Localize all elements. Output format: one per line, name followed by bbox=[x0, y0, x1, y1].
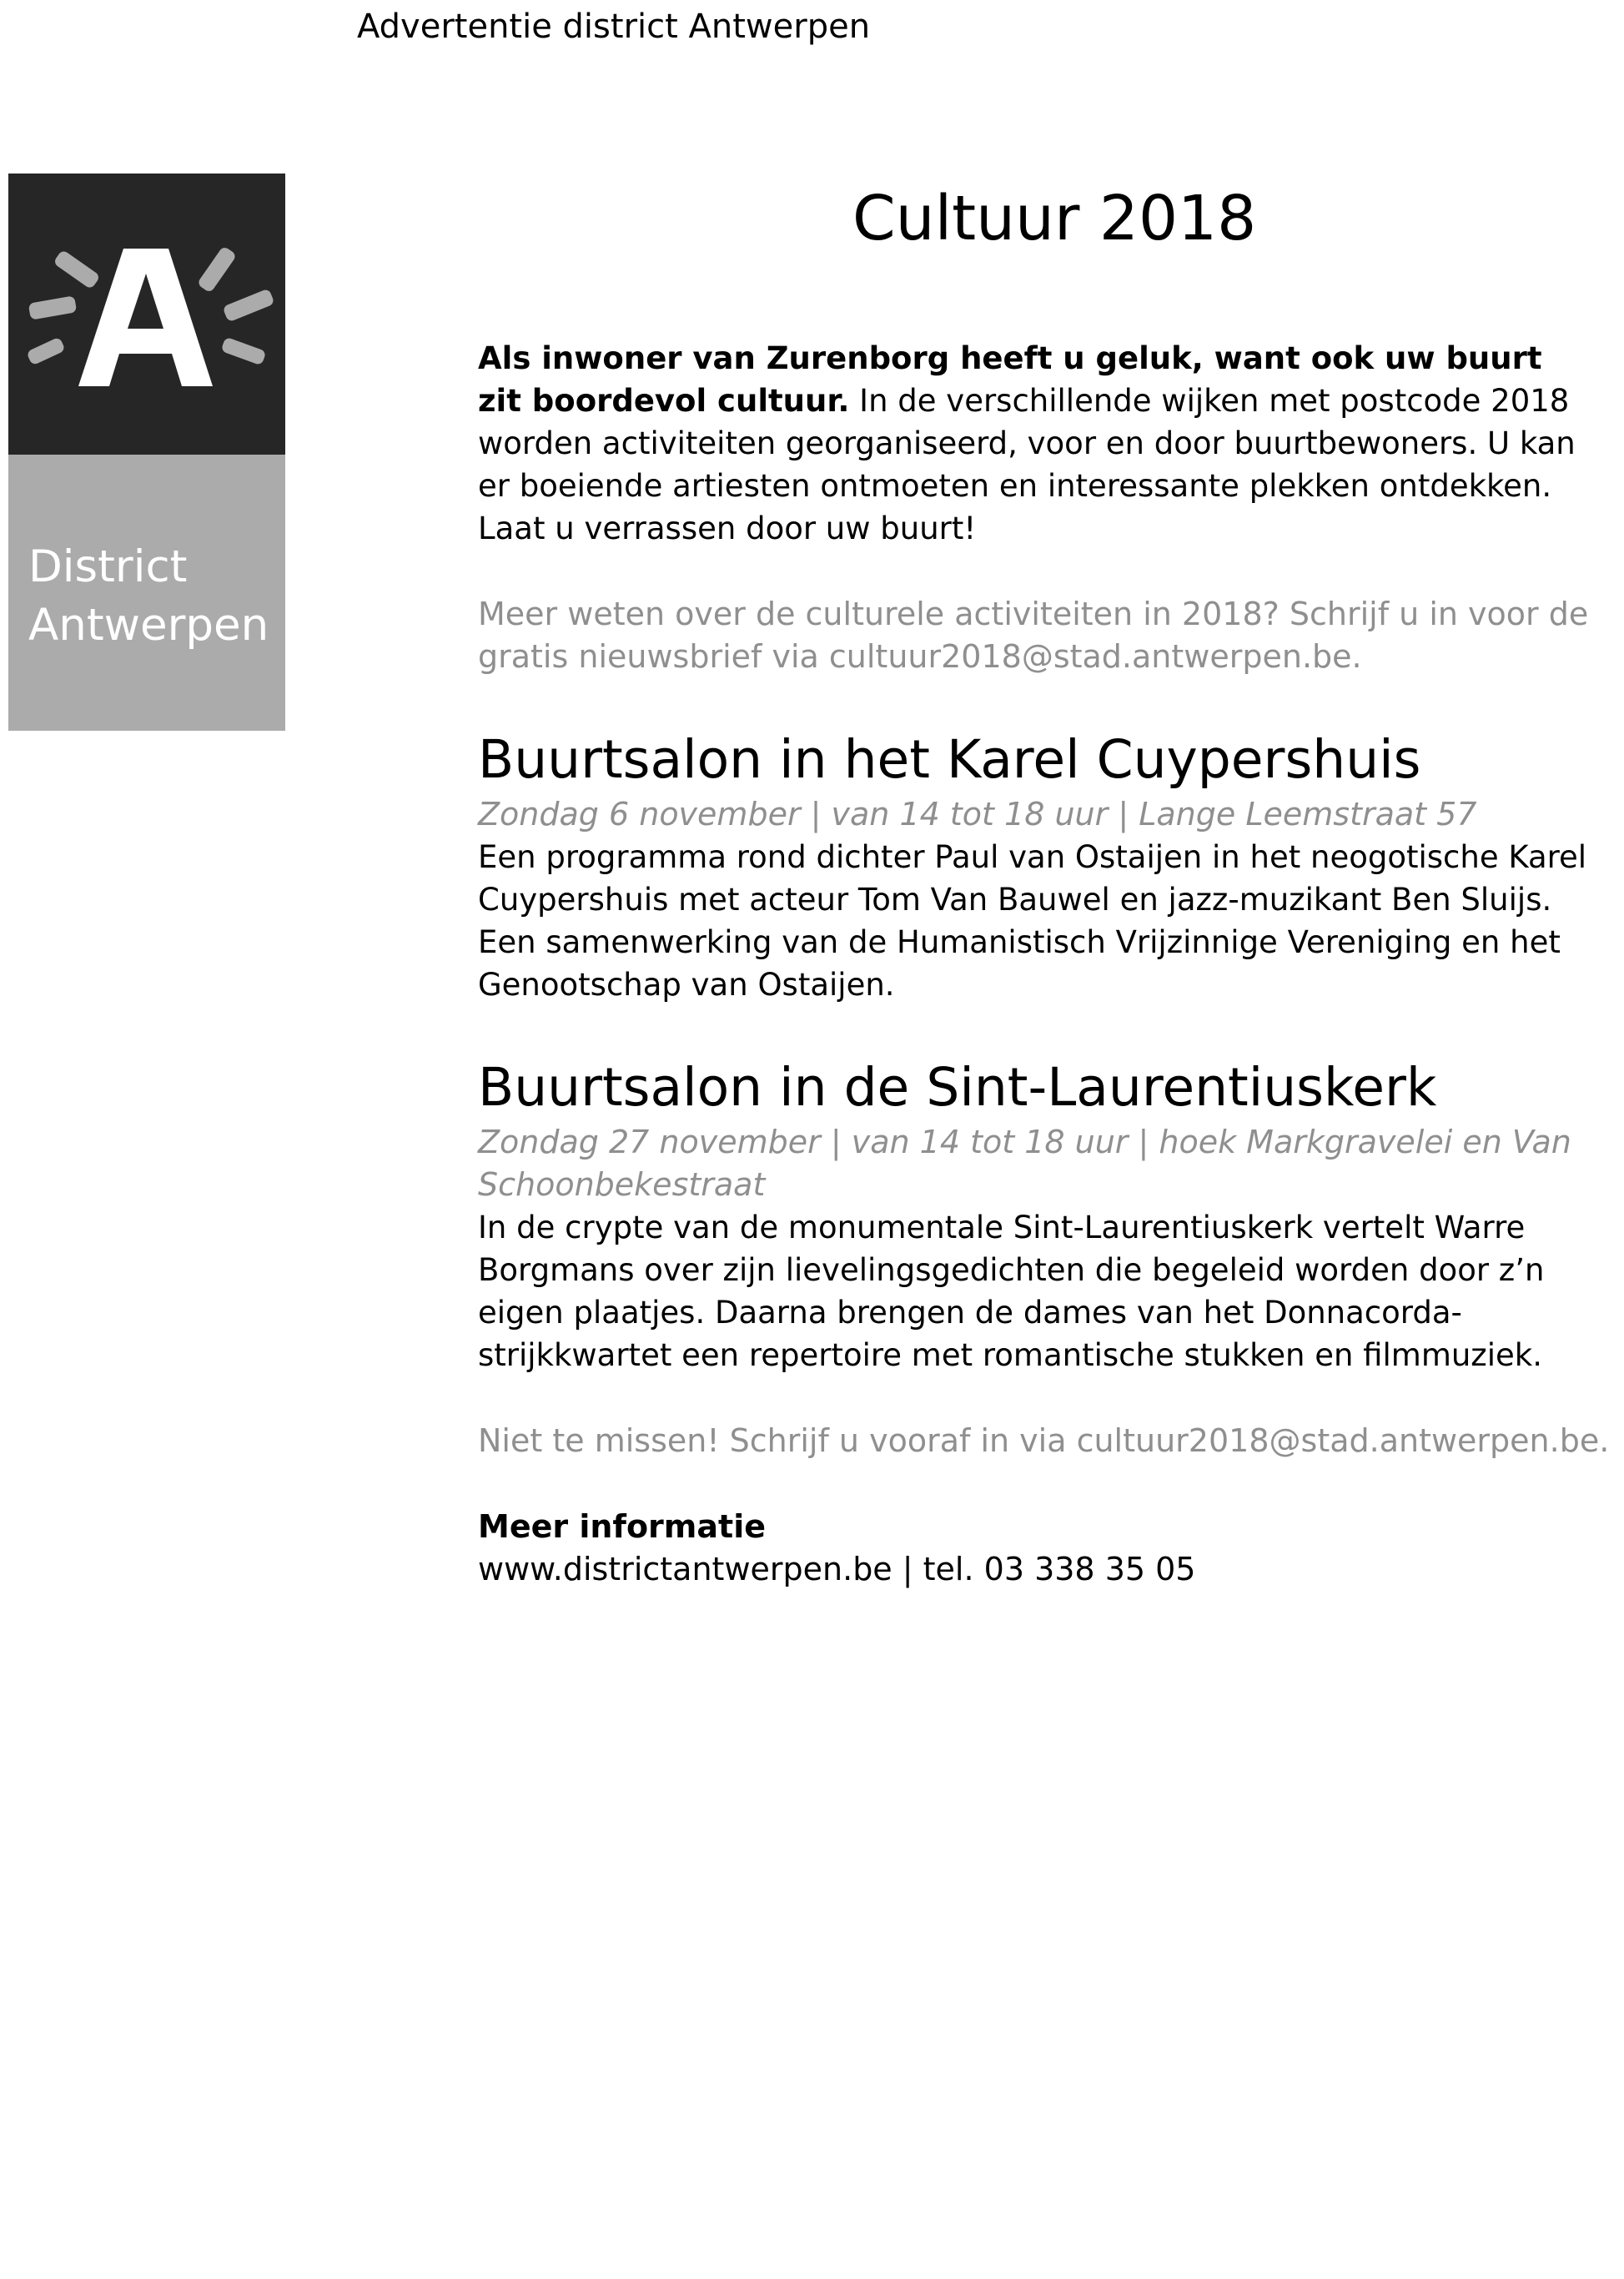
district-antwerpen-logo bbox=[8, 174, 285, 731]
more-info-heading: Meer informatie bbox=[478, 1508, 766, 1545]
intro-body-text: In de verschillende wijken met postcode 2018 worden activiteiten georganiseerd, voor en door buurtbewoners. U kan er boeiende artiesten ontmoeten en interessante plekken ontdekken. Laat u verrassen door uw buurt! bbox=[478, 383, 1576, 546]
event-description: Een programma rond dichter Paul van Ostaijen in het neogotische Karel Cuypershuis met acteur Tom Van Bauwel en jazz-muzikant Ben Sluijs. Een samenwerking van de Humanistisch Vrijzinnige Vereniging en het Genootschap van Ostaijen. bbox=[478, 839, 1587, 1003]
logo-line-district: District bbox=[28, 541, 188, 592]
advertisement-label: Advertentie district Antwerpen bbox=[357, 8, 871, 46]
event-sint-laurentiuskerk bbox=[478, 1054, 1596, 1376]
intro-bold-text: Als inwoner van Zurenborg heeft u geluk, want ook uw buurt zit boordevol cultuur. bbox=[478, 340, 1542, 419]
event-description: In de crypte van de monumentale Sint-Laurentiuskerk vertelt Warre Borgmans over zijn lievelingsgedichten die begeleid worden door z’n eigen plaatjes. Daarna brengen de dames van het Donnacorda-strijkkwartet een repertoire met romantische stukken en filmmuziek. bbox=[478, 1210, 1545, 1373]
antwerpen-a-icon bbox=[8, 174, 285, 455]
logo-emblem bbox=[8, 174, 285, 455]
intro-paragraph bbox=[478, 337, 1596, 550]
event-karel-cuypershuis bbox=[478, 727, 1596, 1006]
main-content bbox=[478, 337, 1610, 1622]
logo-wordmark-panel bbox=[8, 455, 285, 731]
logo-line-antwerpen: Antwerpen bbox=[28, 600, 269, 651]
newsletter-paragraph: Meer weten over de culturele activiteiten in 2018? Schrijf u in voor de gratis nieuwsbrief via cultuur2018@stad.antwerpen.be. bbox=[478, 596, 1589, 675]
page-title: Cultuur 2018 bbox=[852, 183, 1257, 254]
logo-wordmark bbox=[28, 538, 269, 655]
event-meta: Zondag 27 november | van 14 tot 18 uur | hoek Markgravelei en Van Schoonbekestraat bbox=[478, 1124, 1571, 1203]
signup-call-to-action: Niet te missen! Schrijf u vooraf in via cultuur2018@stad.antwerpen.be. bbox=[478, 1422, 1610, 1459]
event-title: Buurtsalon in het Karel Cuypershuis bbox=[478, 729, 1421, 790]
event-meta: Zondag 6 november | van 14 tot 18 uur | Lange Leemstraat 57 bbox=[478, 796, 1477, 833]
more-info-contact: www.districtantwerpen.be | tel. 03 338 35 05 bbox=[478, 1551, 1196, 1587]
event-title: Buurtsalon in de Sint-Laurentiuskerk bbox=[478, 1057, 1437, 1118]
